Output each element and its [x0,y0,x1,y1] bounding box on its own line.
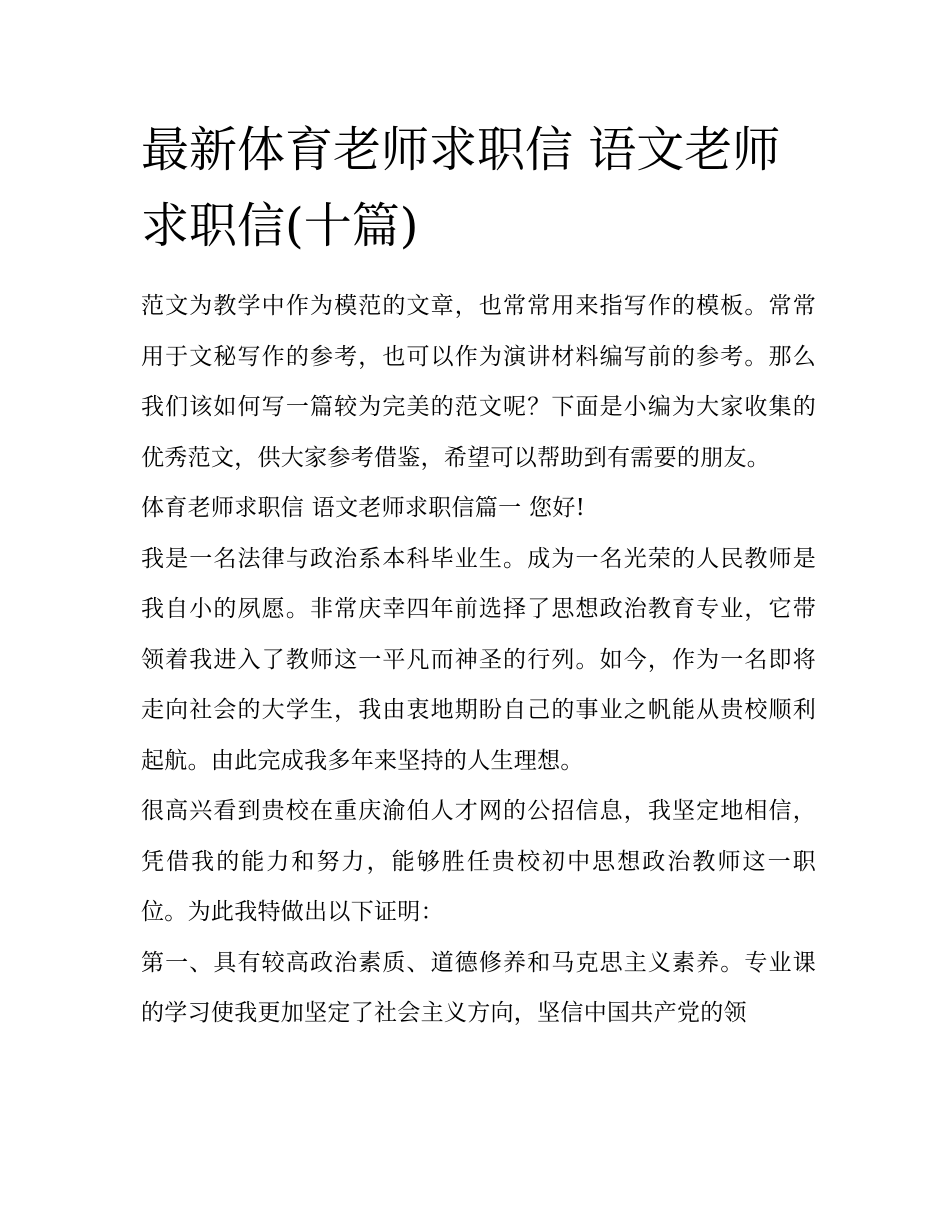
intro-paragraph: 范文为教学中作为模范的文章，也常常用来指写作的模板。常常用于文秘写作的参考，也可以作为演讲材料编写前的参考。那么我们该如何写一篇较为完美的范文呢？下面是小编为大家收集的优秀范文，供大家参考借鉴，希望可以帮助到有需要的朋友。 [141,293,816,471]
section-heading-paragraph: 体育老师求职信 语文老师求职信篇一 您好! [141,495,586,521]
application-paragraph: 很高兴看到贵校在重庆渝伯人才网的公招信息，我坚定地相信，凭借我的能力和努力，能够胜任贵校初中思想政治教师这一职位。为此我特做出以下证明： [141,798,816,925]
qualification-paragraph: 第一、具有较高政治素质、道德修养和马克思主义素养。专业课的学习使我更加坚定了社会主义方向，坚信中国共产党的领 [141,949,816,1026]
document-body [141,281,816,1039]
self-introduction-paragraph: 我是一名法律与政治系本科毕业生。成为一名光荣的人民教师是我自小的夙愿。非常庆幸四年前选择了思想政治教育专业，它带领着我进入了教师这一平凡而神圣的行列。如今，作为一名即将走向社会的大学生，我由衷地期盼自己的事业之帆能从贵校顺利起航。由此完成我多年来坚持的人生理想。 [141,545,816,774]
document-title: 最新体育老师求职信 语文老师求职信(十篇) [141,122,781,254]
